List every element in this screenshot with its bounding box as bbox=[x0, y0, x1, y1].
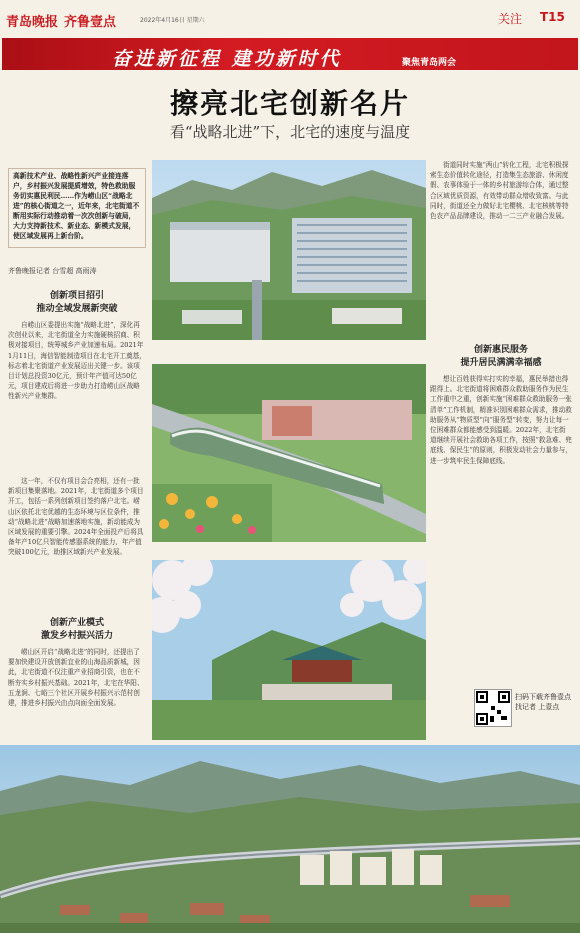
section-heading-service bbox=[430, 344, 572, 370]
article-text: 想让百姓获得实打实的幸福，惠民举措也得跟得上。北宅街道将困难群众救助服务作为民生工作重中之重，创新实施“困难群众救助服务一张清单”工作机制，精准识别困难群众需求，推动救助服务从“物质型”向“服务型”转变，努力让每一位困难群众都能感受到温暖。2022年，北宅街道继续开展社会救助各项工作，按照“救急难、兜底线、保民生”的原则，积极发动社会力量参与，进一步筑牢民生保障底线。 bbox=[430, 375, 572, 465]
paper-name: 青岛晚报 bbox=[6, 15, 59, 30]
qr-caption bbox=[515, 692, 571, 712]
section-heading-line: 提升居民满满幸福感 bbox=[460, 358, 542, 368]
section-heading-line: 创新产业模式 bbox=[49, 618, 104, 628]
brand-logo: 齐鲁壹点 bbox=[64, 15, 117, 30]
qr-caption-line: 扫码下载齐鲁壹点 bbox=[515, 693, 571, 701]
section-heading-project bbox=[8, 290, 146, 316]
photo-blossom-pavilion bbox=[152, 560, 426, 740]
qr-caption-line: 找记者 上壹点 bbox=[515, 703, 560, 711]
section-heading-line: 激发乡村振兴活力 bbox=[40, 631, 113, 641]
issue-date: 2022年4月16日 星期六 bbox=[140, 17, 205, 24]
banner-tag: 聚焦青岛两会 bbox=[402, 58, 457, 68]
subheadline: 看“战略北进”下，北宅的速度与温度 bbox=[169, 123, 411, 141]
section-heading-industry bbox=[8, 617, 146, 643]
photo-monorail-train bbox=[152, 364, 426, 542]
byline: 齐鲁晚报记者 台雪超 高雨涛 bbox=[8, 267, 97, 275]
section-label: 关注 bbox=[498, 12, 523, 26]
section-heading-line: 创新惠民服务 bbox=[473, 345, 528, 355]
article-text: 自崂山区委提出实施“战略北进”，深化再次创业以来，北宅街道全力实施硬核招商、积极对接项目，统筹城乡产业加速布局。2021年1月11日，海信智能制造项目在北宅开工奠基，标志着北宅街道产业发展迈出关键一步。该项目计划总投资30亿元，预计年产值可达50亿元，项目建成后将进一步助力打造崂山区战略性新兴产业集群。 bbox=[8, 321, 146, 401]
section-heading-line: 推动全域发展新突破 bbox=[36, 304, 118, 314]
qr-code bbox=[474, 689, 512, 727]
article-text: 崂山区开启“战略北进”的同时，还提出了要加快建设开放创新宜业的山海品质新城，因此，北宅街道不仅注重产业招商引资，也在不断夯实乡村振兴基础。2021年，北宅在华阳、五龙涧、七峪三个社区开展乡村振兴示范村创建，推进乡村振兴由点向面全面发展。 bbox=[8, 648, 144, 708]
photo-aerial-panorama bbox=[0, 745, 580, 933]
article-text: 街道同时实施“两山”转化工程，北宅积极探索生态价值转化途径，打造集生态旅游、休闲度假、农事体验于一体的乡村旅游综合体，通过整合区域优质资源，有效带动群众增收致富。与此同时，街道还全力做好北宅樱桃、北宅核桃等特色农产品品牌建设，推动一二三产业融合发展。 bbox=[430, 161, 569, 221]
page-number: T15 bbox=[540, 10, 565, 24]
article-text: 这一年，不仅有项目会合亮相，还有一批新项目集聚落地。2021年，北宅街道多个项目开工，包括一系列创新项目签约落户北宅。崂山区依托北宅优越的生态环境与区位条件，推动“战略北进”战略加速落地实施，新动能成为区域发展的重要引擎。2024年全面投产后将具备年产10亿只智能传感器系统的能力，年产值突破100亿元，助推区域新兴产业发展。 bbox=[8, 477, 144, 557]
headline: 擦亮北宅创新名片 bbox=[169, 87, 410, 120]
photo-industrial-park bbox=[152, 160, 426, 340]
banner-title: 奋进新征程 建功新时代 bbox=[112, 48, 342, 70]
section-heading-line: 创新项目招引 bbox=[49, 291, 104, 301]
abstract-box: 高新技术产业、战略性新兴产业接连落户，乡村振兴发展提质增效，特色救助服务切实惠民利民……作为崂山区“战略北进”的核心街道之一，近年来，北宅街道不断用实际行动推动着一次次创新与破局，大力支持新技术、新业态、新模式发展，使区域发展再上新台阶。 bbox=[8, 168, 146, 248]
